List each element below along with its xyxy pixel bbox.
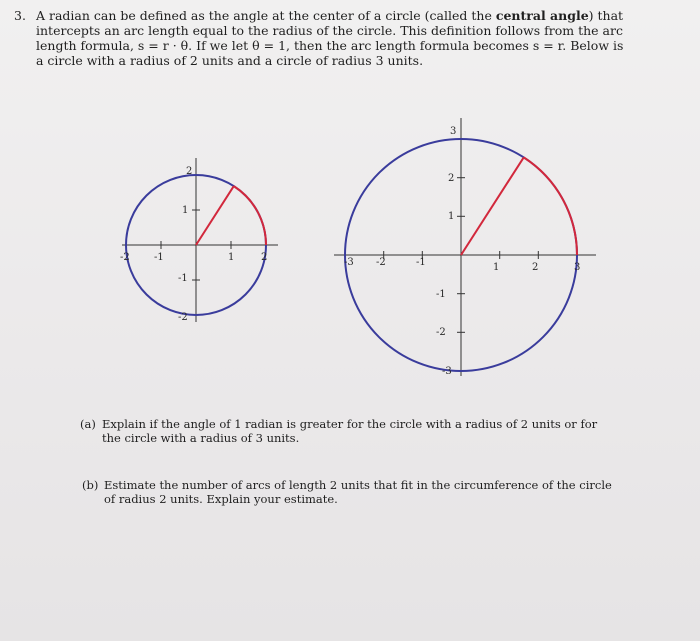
problem-statement bbox=[14, 8, 656, 68]
term-central-angle: central angle bbox=[495, 8, 589, 23]
small-circle-figure bbox=[110, 150, 290, 330]
large-arc-one-radian bbox=[524, 157, 577, 255]
part-a: (a) Explain if the angle of 1 radian is greater for the circle with a radius of 2 units or for the circle with a radius of 3 units. bbox=[80, 417, 598, 445]
problem-number: 3. bbox=[14, 8, 26, 23]
large-x-tick-label: 1 bbox=[493, 262, 500, 273]
large-x-tick-label: -1 bbox=[416, 257, 426, 268]
large-x-tick-label: 2 bbox=[532, 262, 539, 273]
small-y-tick-label: 2 bbox=[186, 166, 193, 177]
problem-line-1: A radian can be defined as the angle at the center of a circle (called the central angle) that bbox=[36, 8, 624, 23]
large-radius-line bbox=[461, 157, 524, 255]
large-x-tick-label: -2 bbox=[376, 257, 386, 268]
small-arc-one-radian bbox=[234, 186, 266, 245]
large-y-tick-label: 1 bbox=[448, 211, 455, 222]
large-y-tick-label: -1 bbox=[436, 289, 446, 300]
small-y-tick-label: -2 bbox=[178, 312, 188, 323]
large-y-tick-label: -2 bbox=[436, 327, 446, 338]
problem-line-4: a circle with a radius of 2 units and a circle of radius 3 units. bbox=[36, 53, 424, 68]
small-radius-line bbox=[196, 186, 234, 245]
large-x-tick-label: -3 bbox=[344, 257, 354, 268]
problem-line-3: length formula, s = r · θ. If we let θ = 1, then the arc length formula becomes s = r. Below is bbox=[36, 38, 624, 53]
part-b-label: (b) bbox=[82, 478, 99, 492]
large-x-tick-label: 3 bbox=[574, 262, 581, 273]
large-y-tick-label: -3 bbox=[442, 366, 452, 377]
small-y-tick-label: -1 bbox=[178, 273, 188, 284]
part-a-label: (a) bbox=[80, 417, 96, 431]
part-b: (b) Estimate the number of arcs of length 2 units that fit in the circumference of the circle of radius 2 units. Explain your estimate. bbox=[82, 478, 612, 506]
large-y-tick-label: 2 bbox=[448, 173, 455, 184]
large-y-tick-label: 3 bbox=[450, 126, 457, 137]
problem-line-2: intercepts an arc length equal to the radius of the circle. This definition follows from the arc bbox=[36, 23, 623, 38]
small-x-tick-label: -2 bbox=[120, 252, 130, 263]
small-x-tick-label: 2 bbox=[261, 252, 268, 263]
small-x-tick-label: -1 bbox=[154, 252, 164, 263]
large-circle-figure bbox=[330, 112, 600, 382]
small-x-tick-label: 1 bbox=[228, 252, 235, 263]
small-y-tick-label: 1 bbox=[182, 205, 189, 216]
